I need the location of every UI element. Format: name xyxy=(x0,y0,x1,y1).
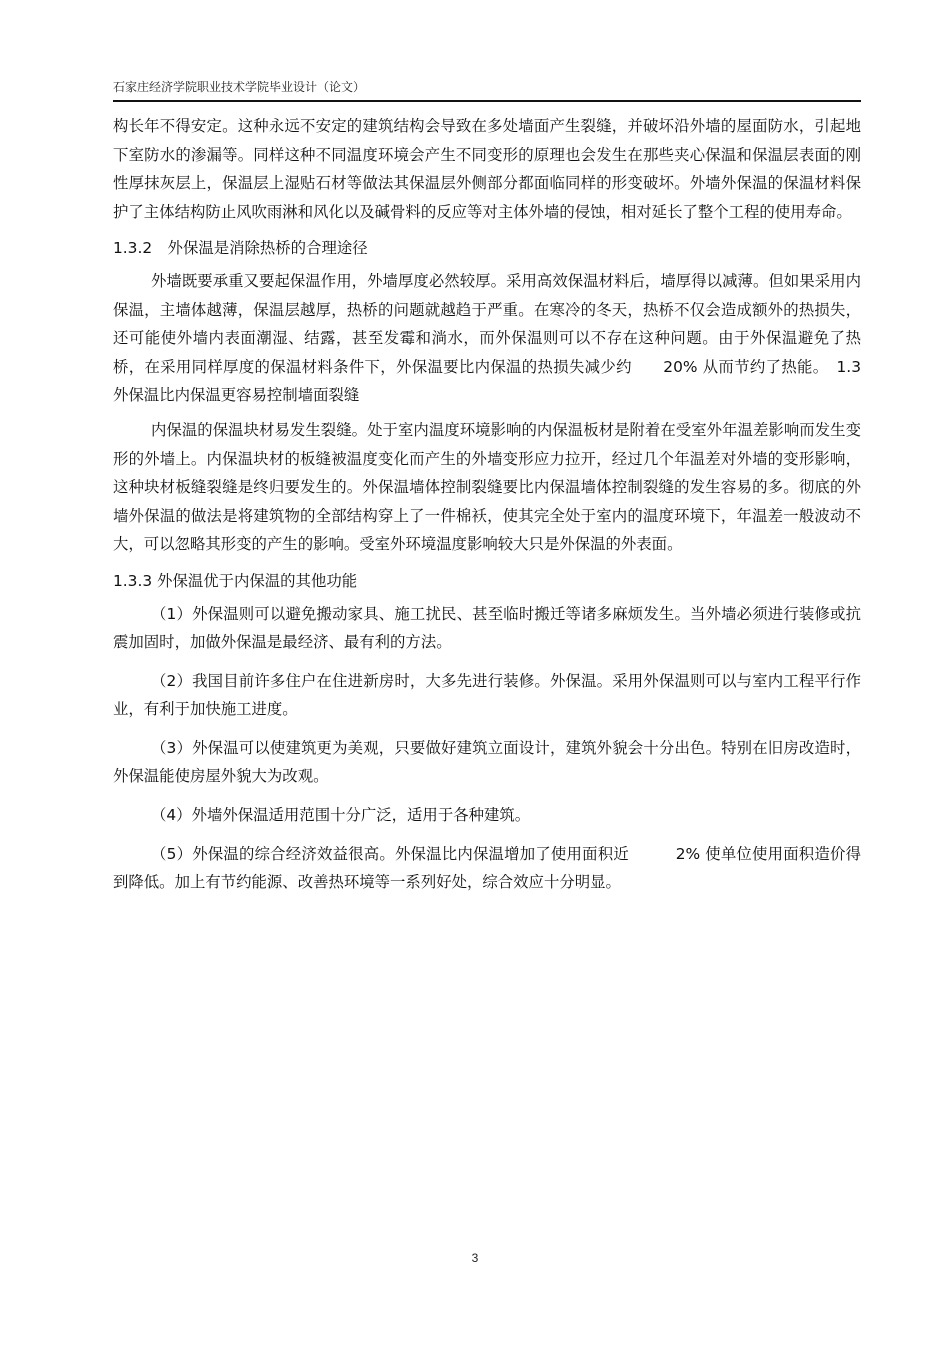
paragraph-crack-control: 内保温的保温块材易发生裂缝。处于室内温度环境影响的内保温板材是附着在受室外年温差影响而发生变形的外墙上。内保温块材的板缝被温度变化而产生的外墙变形应力拉开，经过几个年温差对外墙的变形影响，这种块材板缝裂缝是终归要发生的。外保温墙体控制裂缝要比内保温墙体控制裂缝的发生容易的多。彻底的外墙外保温的做法是将建筑物的全部结构穿上了一件棉袄，使其完全处于室内的温度环境下，年温差一般波动不大，可以忽略其形变的产生的影响。受室外环境温度影响较大只是外保温的外表面。 xyxy=(113,420,861,554)
document-body xyxy=(113,112,861,897)
page-number: 3 xyxy=(471,1251,479,1265)
list-item-3: （3）外保温可以使建筑更为美观，只要做好建筑立面设计，建筑外貌会十分出色。特别在旧房改造时，外保温能使房屋外貌大为改观。 xyxy=(113,738,861,786)
list-item-1: （1）外保温则可以避免搬动家具、施工扰民、甚至临时搬迁等诸多麻烦发生。当外墙必须进行装修或抗震加固时，加做外保温是最经济、最有利的方法。 xyxy=(113,604,861,652)
header-divider xyxy=(113,100,861,102)
list-item-2: （2）我国目前许多住户在住进新房时，大多先进行装修。外保温。采用外保温则可以与室内工程平行作业，有利于加快施工进度。 xyxy=(113,671,861,719)
document-header: 石家庄经济学院职业技术学院毕业设计（论文） xyxy=(113,80,366,94)
list-item-4: （4）外墙外保温适用范围十分广泛，适用于各种建筑。 xyxy=(151,806,531,825)
section-heading-1-3-2: 1.3.2 外保温是消除热桥的合理途径 xyxy=(113,239,368,258)
list-item-5: （5）外保温的综合经济效益很高。外保温比内保温增加了使用面积近 2% 使单位使用面积造价得到降低。加上有节约能源、改善热环境等一系列好处，综合效应十分明显。 xyxy=(113,844,861,892)
paragraph-thermal-bridge: 外墙既要承重又要起保温作用，外墙厚度必然较厚。采用高效保温材料后，墙厚得以减薄。但如果采用内保温，主墙体越薄，保温层越厚，热桥的问题就越趋于严重。在寒冷的冬天，热桥不仅会造成额外的热损失，还可能使外墙内表面潮湿、结露，甚至发霉和淌水，而外保温则可以不存在这种问题。由于外保温避免了热桥，在采用同样厚度的保温材料条件下，外保温要比内保温的热损失减少约 20% 从而节约了热能。 1.3 外保温比内保温更容易控制墙面裂缝 xyxy=(113,271,861,405)
section-heading-1-3-3: 1.3.3 外保温优于内保温的其他功能 xyxy=(113,571,358,590)
paragraph-continuation: 构长年不得安定。这种永远不安定的建筑结构会导致在多处墙面产生裂缝，并破坏沿外墙的屋面防水，引起地下室防水的渗漏等。同样这种不同温度环境会产生不同变形的原理也会发生在那些夹心保温和保温层表面的刚性厚抹灰层上，保温层上湿贴石材等做法其保温层外侧部分都面临同样的形变破坏。外墙外保温的保温材料保护了主体结构防止风吹雨淋和风化以及碱骨料的反应等对主体外墙的侵蚀，相对延长了整个工程的使用寿命。 xyxy=(113,117,861,221)
